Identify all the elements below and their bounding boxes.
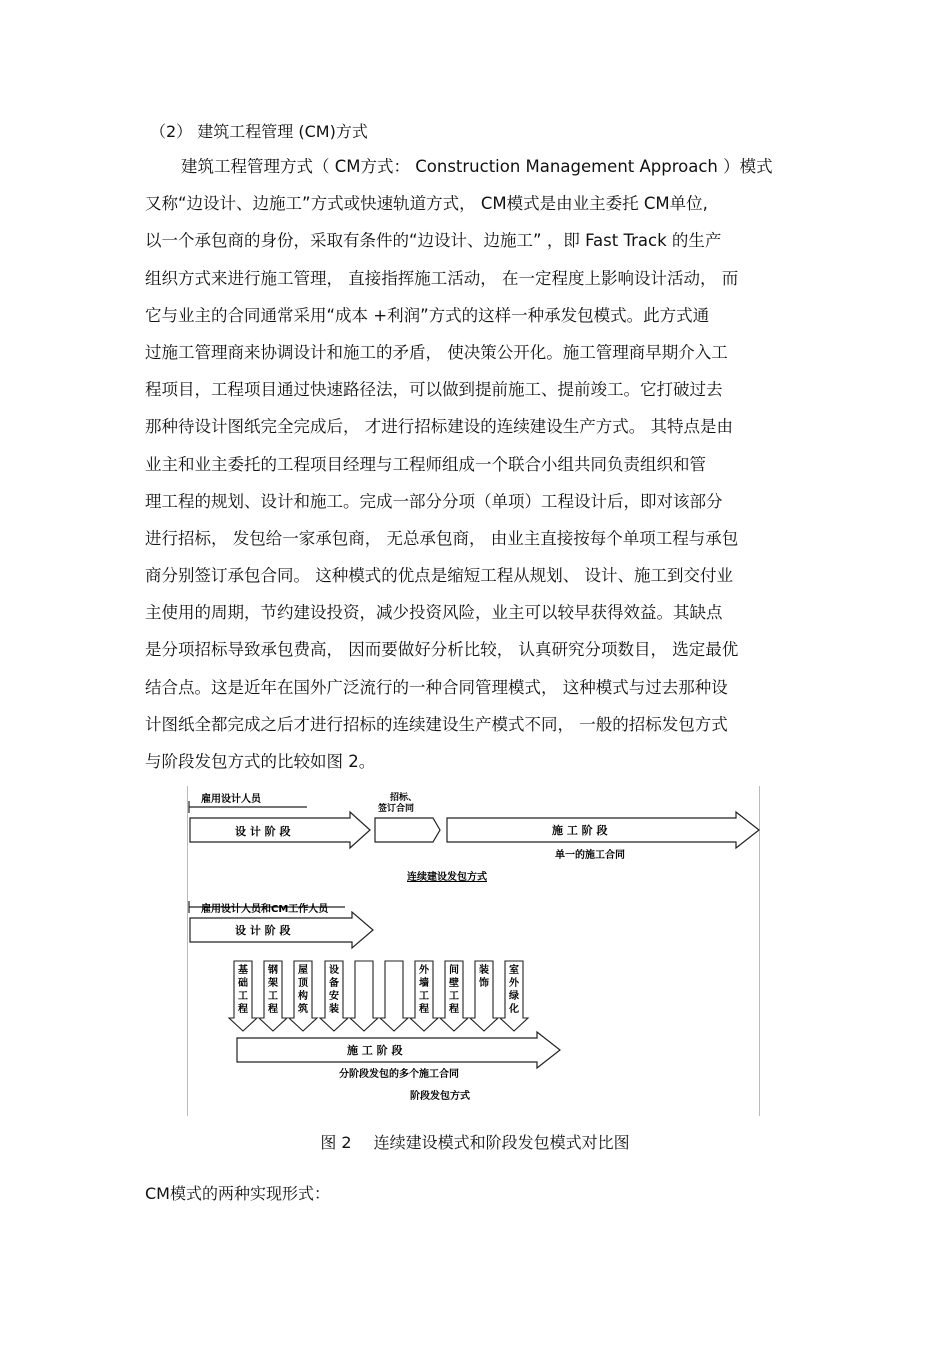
paragraph-line: 是分项招标导致承包费高， 因而要做好分析比较， 认真研究分项数目， 选定最优 <box>145 640 739 660</box>
work-package-label-char: 工 <box>449 991 459 1002</box>
work-package-label-char: 屋 <box>298 965 308 976</box>
work-package-label-char: 间 <box>449 965 459 976</box>
paragraph-line: 理工程的规划、设计和施工。完成一部分分项（单项）工程设计后，即对该部分 <box>145 491 723 511</box>
figure-caption <box>0 1130 950 1153</box>
work-package-label-char: 绿 <box>509 991 519 1002</box>
work-package-label-char: 墙 <box>419 978 429 989</box>
work-package-arrow <box>350 961 378 1031</box>
work-package-label-char: 装 <box>329 1004 339 1015</box>
bottom-title: 阶段发包方式 <box>410 1091 470 1102</box>
trailing-text: CM模式的两种实现形式： <box>145 1184 330 1203</box>
work-package-label-char: 础 <box>238 978 248 989</box>
work-package-label-char: 工 <box>419 991 429 1002</box>
bottom-multi-contract: 分阶段发包的多个施工合同 <box>339 1069 459 1080</box>
paragraph-line: 与阶段发包方式的比较如图 2。 <box>145 752 376 771</box>
work-package-label-char: 安 <box>329 991 339 1002</box>
top-single-contract: 单一的施工合同 <box>555 850 625 861</box>
work-package-label-char: 化 <box>509 1004 519 1015</box>
top-construction-label: 施 工 阶 段 <box>552 824 608 837</box>
work-package-label-char: 工 <box>268 991 278 1002</box>
body-paragraph <box>145 148 805 780</box>
top-bid-label-1: 招标、 <box>390 793 418 803</box>
paragraph-line: 又称“边设计、边施工”方式或快速轨道方式， CM模式是由业主委托 CM单位, <box>145 194 708 214</box>
paragraph-line: 计图纸全都完成之后才进行招标的连续建设生产模式不同， 一般的招标发包方式 <box>145 714 728 734</box>
work-package-label-char: 备 <box>329 978 339 989</box>
work-package-label-char: 顶 <box>298 978 308 989</box>
work-package-label-char: 设 <box>329 965 339 976</box>
paragraph-line: 组织方式来进行施工管理， 直接指挥施工活动， 在一定程度上影响设计活动， 而 <box>145 268 739 288</box>
work-package-label-char: 饰 <box>479 978 489 989</box>
work-package-label-char: 程 <box>419 1004 429 1015</box>
paragraph-line: 程项目，工程项目通过快速路径法，可以做到提前施工、提前竣工。它打破过去 <box>145 380 723 400</box>
paragraph-line: 那种待设计图纸完全完成后， 才进行招标建设的连续建设生产方式。 其特点是由 <box>145 417 733 437</box>
top-design-label: 设 计 阶 段 <box>235 825 291 838</box>
work-package-arrow <box>380 961 408 1031</box>
figure-diagram <box>187 786 760 1116</box>
paragraph-line: 商分别签订承包合同。 这种模式的优点是缩短工程从规划、 设计、施工到交付业 <box>145 566 733 586</box>
paragraph-line: 进行招标， 发包给一家承包商， 无总承包商， 由业主直接按每个单项工程与承包 <box>145 528 739 548</box>
work-package-label-char: 外 <box>509 978 519 989</box>
section-heading: （2） 建筑工程管理 (CM)方式 <box>150 122 368 141</box>
work-package-label-char: 基 <box>238 965 248 976</box>
work-package-label-char: 架 <box>268 978 278 989</box>
paragraph-line: 业主和业主委托的工程项目经理与工程师组成一个联合小组共同负责组织和管 <box>145 454 706 474</box>
top-title: 连续建设发包方式 <box>407 872 487 883</box>
paragraph-line: 它与业主的合同通常采用“成本 +利润”方式的这样一种承发包模式。此方式通 <box>145 305 710 325</box>
paragraph-line: 主使用的周期，节约建设投资，减少投资风险，业主可以较早获得效益。其缺点 <box>145 603 723 623</box>
work-package-label-char: 钢 <box>268 965 278 976</box>
work-package-label-char: 程 <box>238 1004 248 1015</box>
top-bid-arrow <box>375 818 440 842</box>
figure-number: 图 2 <box>320 1133 352 1152</box>
paragraph-line: 以一个承包商的身份，采取有条件的“边设计、边施工” ，即 Fast Track 的生产 <box>145 231 722 251</box>
work-package-label-char: 外 <box>419 965 429 976</box>
top-bid-label-2: 签订合同 <box>378 804 415 814</box>
work-package-arrows <box>229 961 528 1031</box>
work-package-label-char: 程 <box>449 1004 459 1015</box>
top-hire-label: 雇用设计人员 <box>201 794 261 805</box>
work-package-label-char: 室 <box>509 965 519 976</box>
bottom-design-label: 设 计 阶 段 <box>235 924 291 937</box>
bottom-construction-label: 施 工 阶 段 <box>347 1044 403 1057</box>
work-package-label-char: 工 <box>238 991 248 1002</box>
paragraph-line: 建筑工程管理方式（ CM方式： Construction Management Approach ）模式 <box>181 157 773 176</box>
work-package-label-char: 壁 <box>449 978 459 989</box>
work-package-label-char: 程 <box>268 1004 278 1015</box>
figure-caption-text: 连续建设模式和阶段发包模式对比图 <box>373 1133 630 1152</box>
paragraph-line: 结合点。这是近年在国外广泛流行的一种合同管理模式， 这种模式与过去那种设 <box>145 677 728 697</box>
bottom-hire-label: 雇用设计人员和CM工作人员 <box>201 904 329 915</box>
work-package-label-char: 筑 <box>298 1004 308 1015</box>
work-package-label-char: 构 <box>298 991 308 1002</box>
work-package-label-char: 装 <box>479 965 489 976</box>
paragraph-line: 过施工管理商来协调设计和施工的矛盾， 使决策公开化。施工管理商早期介入工 <box>145 342 728 362</box>
comparison-figure <box>187 786 760 1116</box>
